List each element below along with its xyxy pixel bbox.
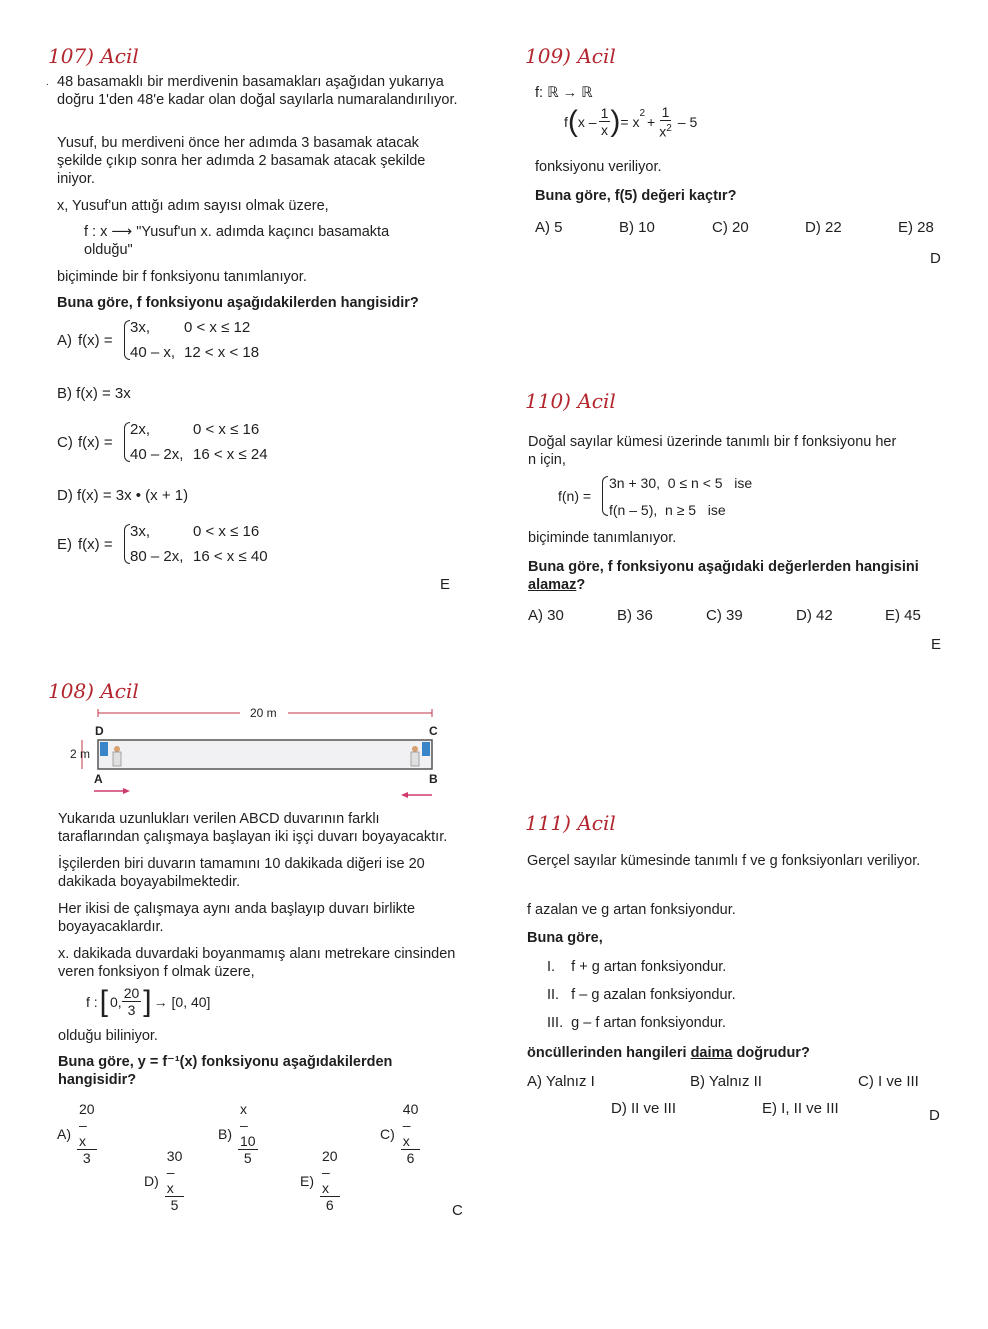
worker-left-head bbox=[114, 746, 120, 752]
q111-paragraph-1: Gerçel sayılar kümesinde tanımlı f ve g fonksiyonları veriliyor. bbox=[527, 853, 921, 869]
q107-question: Buna göre, f fonksiyonu aşağıdakilerden hangisidir? bbox=[57, 295, 419, 311]
q108-paragraph-3: Her ikisi de çalışmaya aynı anda başlayıp duvarı birlikte boyayacaklardır. bbox=[58, 901, 416, 935]
fraction-numerator: 1 bbox=[661, 104, 670, 120]
q109-heading: 109) Acil bbox=[525, 44, 616, 68]
wall-figure bbox=[60, 700, 460, 800]
close-paren: ) bbox=[610, 104, 621, 138]
eq-fraction-1 bbox=[599, 105, 611, 138]
corner-a: A bbox=[94, 772, 103, 786]
q110-option-c[interactable]: C) 39 bbox=[706, 607, 743, 624]
q111-option-e[interactable]: E) I, II ve III bbox=[762, 1100, 839, 1117]
q107-option-d[interactable]: D) f(x) = 3x • (x + 1) bbox=[57, 487, 189, 504]
q111-option-d[interactable]: D) II ve III bbox=[611, 1100, 677, 1117]
eq-x: x – bbox=[577, 113, 597, 130]
fraction-denominator: 6 bbox=[406, 1150, 415, 1166]
q111-option-b[interactable]: B) Yalnız II bbox=[690, 1073, 762, 1090]
q108-answer: C bbox=[452, 1202, 463, 1219]
q111-option-a[interactable]: A) Yalnız I bbox=[527, 1073, 595, 1090]
arrow-left-head bbox=[401, 792, 408, 798]
wall-rect bbox=[98, 740, 432, 769]
corner-c: C bbox=[429, 724, 438, 738]
option-label: B) bbox=[218, 1125, 232, 1142]
left-brace bbox=[602, 476, 608, 516]
case-2-cond: 16 < x ≤ 24 bbox=[193, 446, 268, 463]
option-label: E) bbox=[57, 536, 72, 553]
fraction-numerator: x – 10 bbox=[240, 1101, 256, 1149]
option-fraction bbox=[401, 1101, 421, 1166]
q111-item-1: I. f + g artan fonksiyondur. bbox=[547, 959, 727, 975]
painted-area-left bbox=[100, 742, 108, 756]
eq-exponent: 2 bbox=[639, 108, 646, 119]
q109-option-a[interactable]: A) 5 bbox=[535, 219, 563, 236]
open-paren: ( bbox=[567, 104, 578, 138]
q110-question: Buna göre, f fonksiyonu aşağıdaki değerlerden hangisini alamaz? bbox=[528, 559, 919, 593]
q111-paragraph-3: Buna göre, bbox=[527, 930, 603, 946]
eq-tail: – 5 bbox=[677, 113, 698, 130]
q111-option-c[interactable]: C) I ve III bbox=[858, 1073, 919, 1090]
option-fraction bbox=[77, 1101, 97, 1166]
case-2: f(n – 5), n ≥ 5 ise bbox=[609, 502, 726, 518]
option-fraction bbox=[320, 1148, 340, 1213]
eq-f: f bbox=[564, 113, 568, 130]
q109-answer: D bbox=[930, 250, 941, 267]
q111-item-3: III. g – f artan fonksiyondur. bbox=[547, 1015, 726, 1031]
q109-question: Buna göre, f(5) değeri kaçtır? bbox=[535, 188, 737, 204]
option-lhs: f(x) = bbox=[78, 434, 113, 451]
q109-paragraph-1: fonksiyonu veriliyor. bbox=[535, 159, 662, 175]
case-1-cond: 0 < x ≤ 12 bbox=[184, 319, 251, 336]
q108-paragraph-2: İşçilerden biri duvarın tamamını 10 dakikada diğeri ise 20 dakikada boyayabilmektedir. bbox=[58, 856, 425, 890]
q108-paragraph-4: x. dakikada duvardaki boyanmamış alanı metrekare cinsinden veren fonksiyon f olmak üzere, bbox=[58, 946, 456, 980]
option-label: A) bbox=[57, 1125, 71, 1142]
height-label: 2 m bbox=[70, 747, 91, 761]
option-lhs: f(x) = bbox=[78, 332, 113, 349]
q107-option-b[interactable]: B) f(x) = 3x bbox=[57, 385, 131, 402]
open-bracket: [ bbox=[99, 984, 109, 1018]
q107-function-definition: f : x ⟶ "Yusuf'un x. adımda kaçıncı basamakta olduğu" bbox=[84, 224, 390, 258]
q111-answer: D bbox=[929, 1107, 940, 1124]
worker-right-head bbox=[412, 746, 418, 752]
option-label: C) bbox=[380, 1125, 395, 1142]
q107-answer: E bbox=[440, 576, 451, 593]
case-1-expr: 3x, bbox=[130, 523, 151, 540]
q108-option-d[interactable] bbox=[144, 1148, 184, 1213]
q109-option-d[interactable]: D) 22 bbox=[805, 219, 842, 236]
option-label: E) bbox=[300, 1172, 314, 1189]
option-lhs: f(x) = bbox=[78, 536, 113, 553]
option-label: A) bbox=[57, 332, 72, 349]
option-label: C) bbox=[57, 434, 73, 451]
q107-paragraph-3: x, Yusuf'un attığı adım sayısı olmak üzere, bbox=[57, 198, 329, 214]
map-prefix: f : bbox=[86, 993, 98, 1010]
case-1-cond: 0 < x ≤ 16 bbox=[193, 523, 260, 540]
q107-option-a[interactable] bbox=[57, 318, 357, 364]
q109-option-c[interactable]: C) 20 bbox=[712, 219, 749, 236]
bullet-dot: . bbox=[46, 77, 49, 88]
q107-paragraph-1: 48 basamaklı bir merdivenin basamakları aşağıdan yukarıya doğru 1'den 48'e kadar olan doğal sayılarla numaralandırılıyor. bbox=[57, 74, 458, 108]
fraction-numerator: 20 – x bbox=[322, 1148, 338, 1196]
fraction-denominator: 3 bbox=[127, 1002, 136, 1018]
q108-question: Buna göre, y = f⁻¹(x) fonksiyonu aşağıdakilerden hangisidir? bbox=[58, 1054, 393, 1088]
q110-option-a[interactable]: A) 30 bbox=[528, 607, 564, 624]
worker-right-body bbox=[411, 752, 419, 766]
q110-option-d[interactable]: D) 42 bbox=[796, 607, 833, 624]
option-label: D) bbox=[144, 1172, 159, 1189]
q110-option-b[interactable]: B) 36 bbox=[617, 607, 653, 624]
option-fraction bbox=[238, 1101, 258, 1166]
option-fraction bbox=[165, 1148, 185, 1213]
q109-option-b[interactable]: B) 10 bbox=[619, 219, 655, 236]
fraction-denominator: $x^2$ bbox=[659, 123, 672, 140]
q111-paragraph-2: f azalan ve g artan fonksiyondur. bbox=[527, 902, 736, 918]
q107-paragraph-2: Yusuf, bu merdiveni önce her adımda 3 basamak atacak şekilde çıkıp sonra her adımda 2 basamak atacak şekilde iniyor. bbox=[57, 135, 426, 187]
case-1: 3n + 30, 0 ≤ n < 5 ise bbox=[609, 475, 753, 491]
q110-heading: 110) Acil bbox=[525, 389, 616, 413]
q109-option-e[interactable]: E) 28 bbox=[898, 219, 934, 236]
fraction-numerator: 40 – x bbox=[402, 1101, 419, 1149]
eq-fraction-2 bbox=[657, 104, 674, 140]
case-2-cond: 12 < x < 18 bbox=[184, 344, 260, 361]
q109-domain: f: ℝ → ℝ bbox=[535, 85, 593, 101]
fraction-denominator: 5 bbox=[170, 1197, 179, 1213]
fraction-denominator: 5 bbox=[243, 1150, 252, 1166]
piecewise-lhs: f(n) = bbox=[558, 488, 592, 504]
map-start: 0, bbox=[110, 993, 122, 1010]
fraction-numerator: 20 bbox=[123, 985, 140, 1001]
q110-piecewise bbox=[558, 474, 858, 520]
fraction-numerator: 1 bbox=[600, 105, 609, 122]
width-label: 20 m bbox=[250, 706, 277, 720]
corner-d: D bbox=[95, 724, 104, 738]
painted-area-right bbox=[422, 742, 430, 756]
eq-rhs: = x bbox=[620, 113, 640, 130]
q108-mapping bbox=[86, 985, 210, 1018]
fraction-denominator: 3 bbox=[82, 1150, 91, 1166]
fraction-denominator: x bbox=[600, 122, 608, 139]
case-1-expr: 2x, bbox=[130, 421, 151, 438]
q108-heading: 108) Acil bbox=[48, 679, 139, 703]
fraction-numerator: 20 – x bbox=[79, 1101, 95, 1149]
case-1-cond: 0 < x ≤ 16 bbox=[193, 421, 260, 438]
map-fraction bbox=[122, 985, 142, 1018]
corner-b: B bbox=[429, 772, 438, 786]
q109-equation bbox=[564, 104, 697, 140]
q108-paragraph-1: Yukarıda uzunlukları verilen ABCD duvarının farklı taraflarından çalışmaya başlayan iki işçi duvarı boyayacaktır. bbox=[58, 811, 448, 845]
case-2-expr: 40 – 2x, bbox=[130, 446, 184, 463]
q111-question: öncüllerinden hangileri daima doğrudur? bbox=[527, 1045, 810, 1061]
q107-option-e[interactable] bbox=[57, 522, 357, 568]
q107-option-c[interactable] bbox=[57, 420, 357, 466]
arrow-right-head bbox=[123, 788, 130, 794]
close-bracket: ] bbox=[143, 984, 152, 1018]
map-codomain: → [0, 40] bbox=[153, 993, 211, 1010]
q111-heading: 111) Acil bbox=[525, 811, 616, 835]
q110-paragraph-2: biçiminde tanımlanıyor. bbox=[528, 530, 677, 546]
q110-option-e[interactable]: E) 45 bbox=[885, 607, 921, 624]
case-2-expr: 40 – x, bbox=[130, 344, 176, 361]
q108-paragraph-5: olduğu biliniyor. bbox=[58, 1028, 158, 1044]
q107-paragraph-5: biçiminde bir f fonksiyonu tanımlanıyor. bbox=[57, 269, 307, 285]
worker-left-body bbox=[113, 752, 121, 766]
q111-item-2: II. f – g azalan fonksiyondur. bbox=[547, 987, 736, 1003]
fraction-numerator: 30 – x bbox=[166, 1148, 183, 1196]
q110-answer: E bbox=[931, 636, 942, 653]
case-2-expr: 80 – 2x, bbox=[130, 548, 184, 565]
q107-heading: 107) Acil bbox=[48, 44, 139, 68]
case-2-cond: 16 < x ≤ 40 bbox=[193, 548, 268, 565]
q108-option-b[interactable] bbox=[218, 1101, 258, 1166]
fraction-denominator: 6 bbox=[325, 1197, 334, 1213]
eq-plus: + bbox=[647, 113, 656, 130]
q108-option-a[interactable] bbox=[57, 1101, 97, 1166]
q110-paragraph-1: Doğal sayılar kümesi üzerinde tanımlı bir f fonksiyonu her n için, bbox=[528, 434, 897, 468]
q108-option-e[interactable] bbox=[300, 1148, 340, 1213]
q108-option-c[interactable] bbox=[380, 1101, 420, 1166]
case-1-expr: 3x, bbox=[130, 319, 151, 336]
